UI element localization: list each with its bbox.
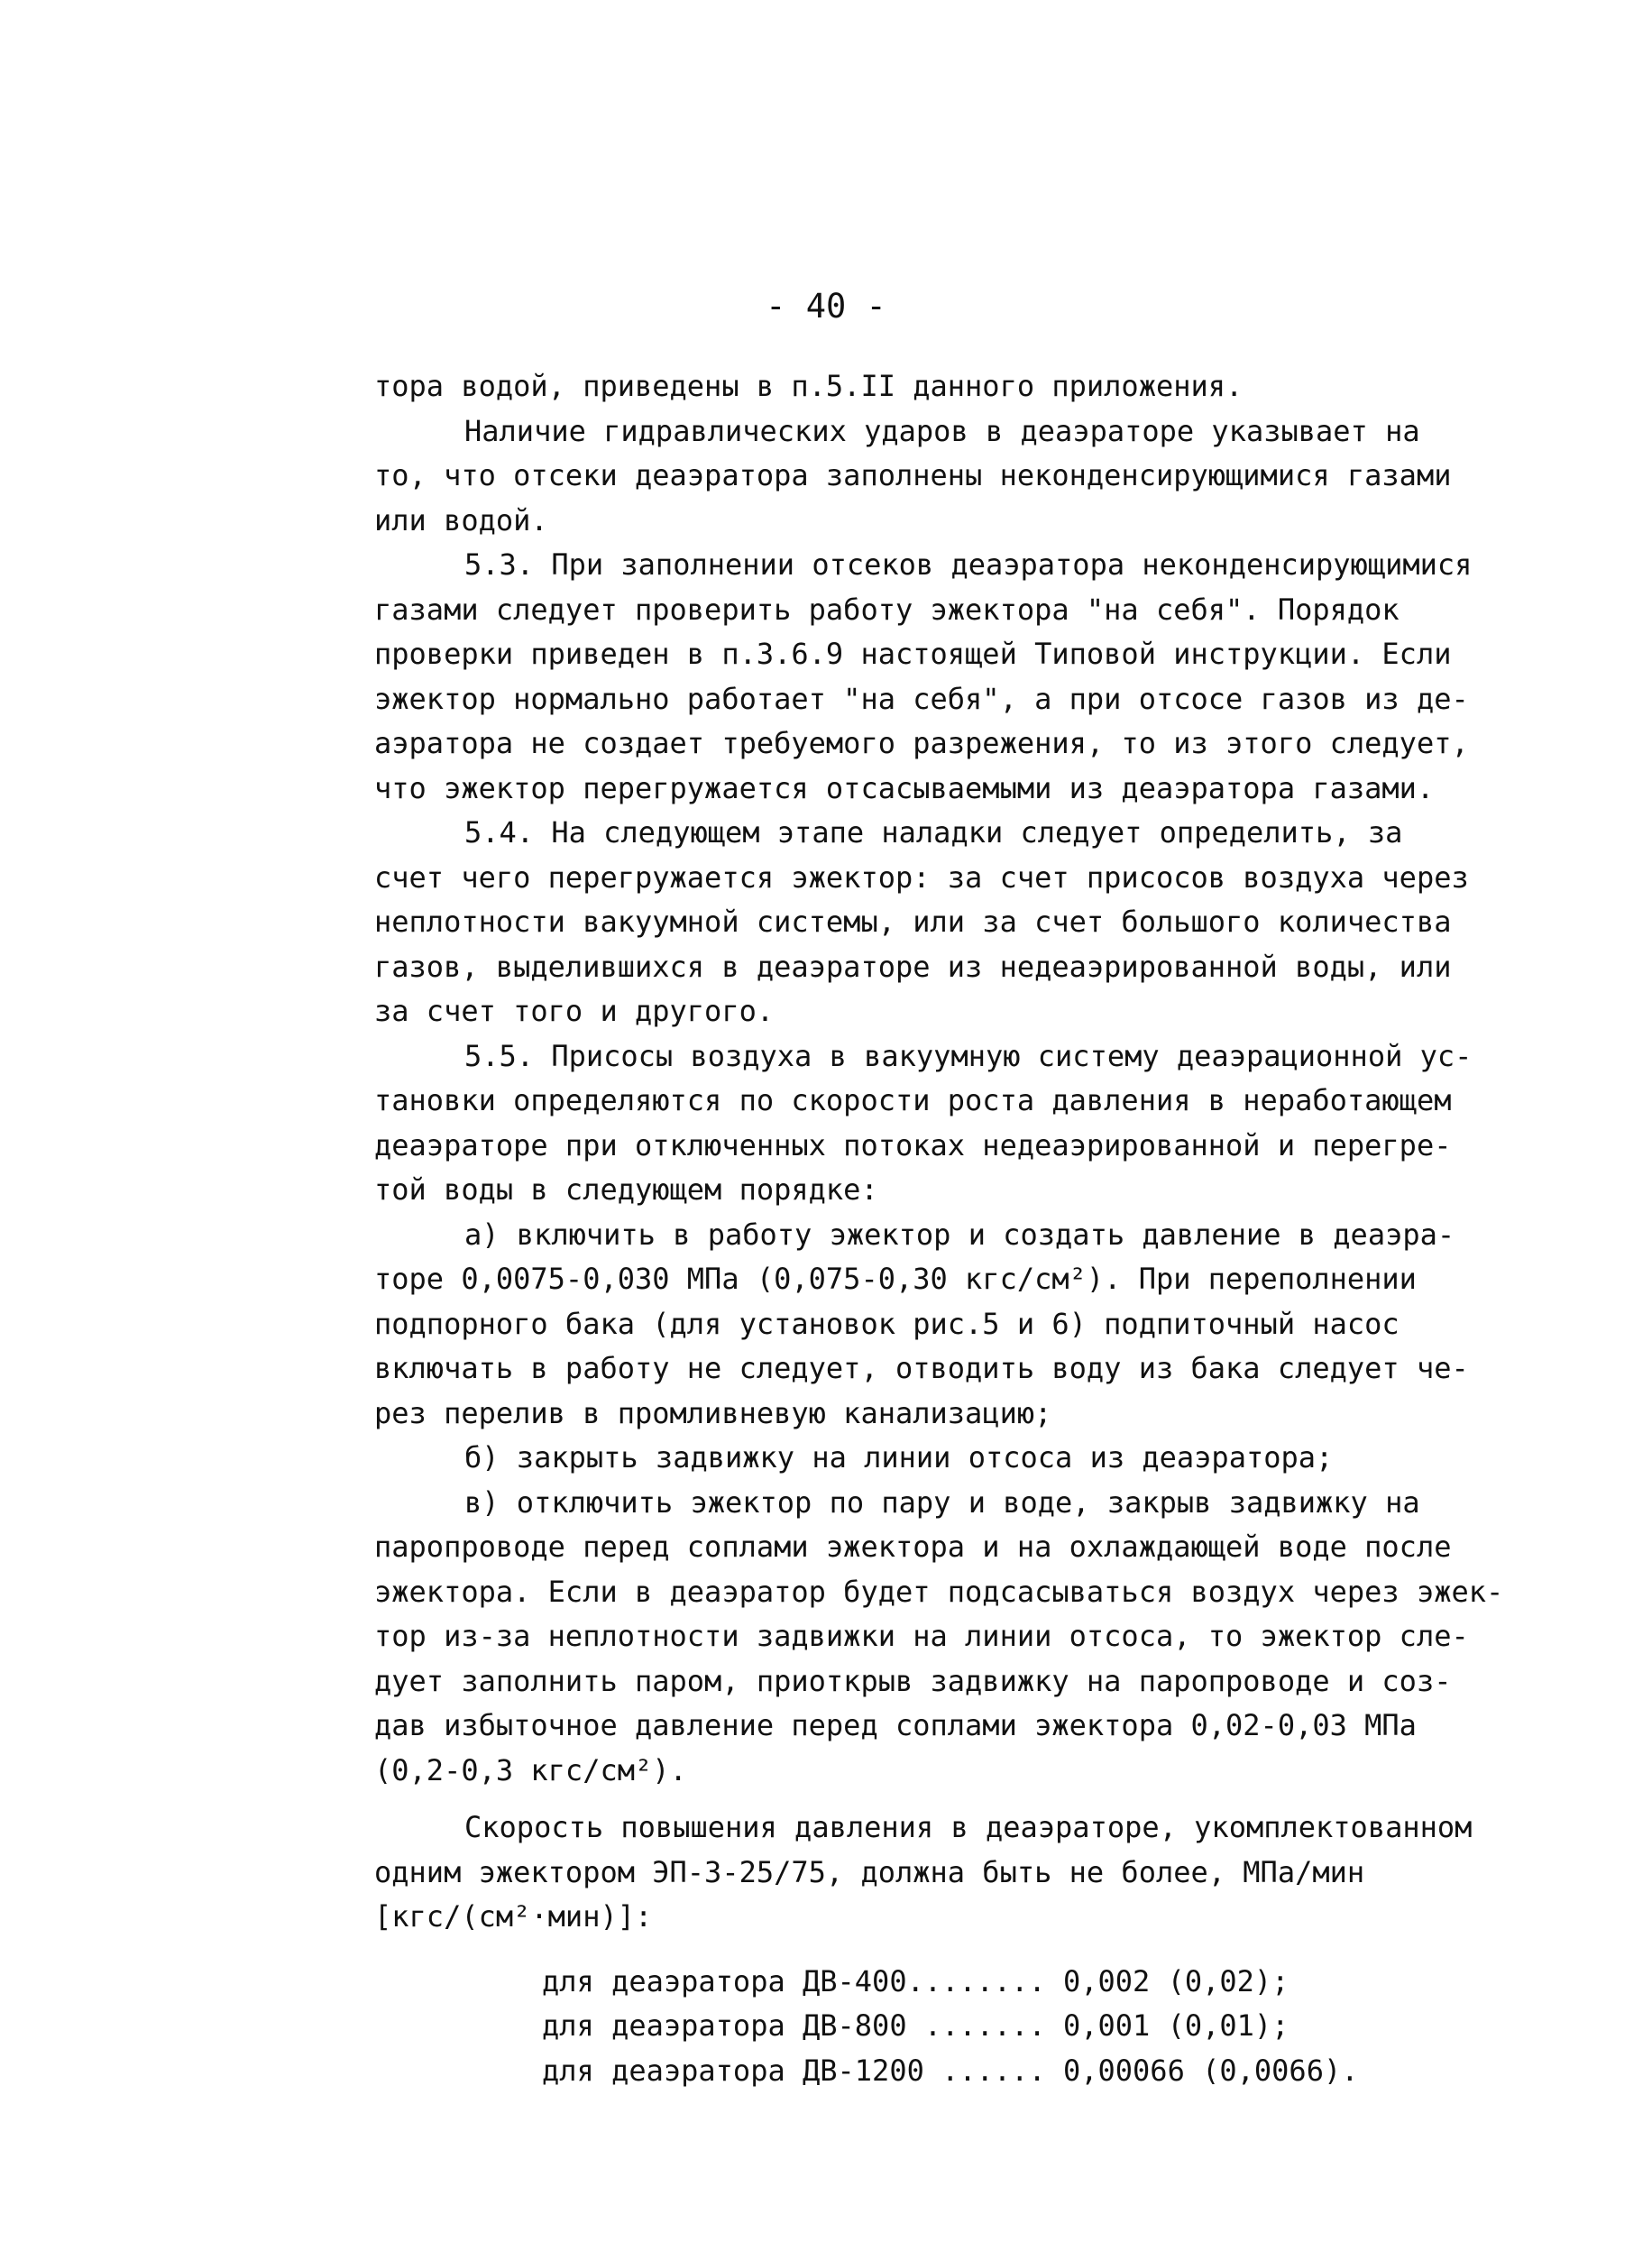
text-line: неплотности вакуумной системы, или за счет большого количества <box>374 905 1452 939</box>
text-line: дав избыточное давление перед соплами эжектора 0,02-0,03 МПа <box>374 1708 1417 1742</box>
text-line: той воды в следующем порядке: <box>374 1172 878 1207</box>
text-line: паропроводе перед соплами эжектора и на охлаждающей воде после <box>374 1530 1452 1564</box>
body-text <box>374 364 1565 2093</box>
text-line: подпорного бака (для установок рис.5 и 6) подпиточный насос <box>374 1306 1400 1341</box>
text-line: то, что отсеки деаэратора заполнены неконденсирующимися газами <box>374 458 1452 492</box>
text-line: эжектор нормально работает "на себя", а при отсосе газов из де- <box>374 681 1469 716</box>
text-line: газами следует проверить работу эжектора "на себя". Порядок <box>374 592 1400 627</box>
text-line: тор из-за неплотности задвижки на линии отсоса, то эжектор сле- <box>374 1619 1469 1653</box>
text-line: Наличие гидравлических ударов в деаэраторе указывает на <box>464 413 1420 448</box>
text-line: 5.3. При заполнении отсеков деаэратора неконденсирующимися <box>464 547 1473 582</box>
text-line: проверки приведен в п.3.6.9 настоящей Типовой инструкции. Если <box>374 637 1452 671</box>
list-item: для деаэратора ДВ-800 ....... 0,001 (0,01); <box>542 2008 1289 2043</box>
text-line: что эжектор перегружается отсасываемыми из деаэратора газами. <box>374 770 1435 805</box>
text-line: Скорость повышения давления в деаэраторе, укомплектованном <box>464 1810 1473 1844</box>
text-line: деаэраторе при отключенных потоках недеаэрированной и перегре- <box>374 1127 1452 1162</box>
text-line: б) закрыть задвижку на линии отсоса из деаэратора; <box>464 1440 1334 1475</box>
list-item: для деаэратора ДВ-1200 ...... 0,00066 (0,0066). <box>542 2053 1359 2088</box>
text-line: (0,2-0,3 кгс/см²). <box>374 1752 687 1787</box>
text-line: 5.5. Присосы воздуха в вакуумную систему деаэрационной ус- <box>464 1038 1473 1073</box>
text-line: дует заполнить паром, приоткрыв задвижку на паропроводе и соз- <box>374 1663 1452 1698</box>
text-line: эжектора. Если в деаэратор будет подсасываться воздух через эжек- <box>374 1574 1504 1609</box>
text-line: рез перелив в промливневую канализацию; <box>374 1395 1052 1430</box>
text-line: торе 0,0075-0,030 МПа (0,075-0,30 кгс/см²). При переполнении <box>374 1262 1417 1296</box>
text-line: аэратора не создает требуемого разрежения, то из этого следует, <box>374 726 1469 760</box>
text-line: [кгс/(см²·мин)]: <box>374 1899 653 1934</box>
text-line: в) отключить эжектор по пару и воде, закрыв задвижку на <box>464 1484 1420 1520</box>
page-number: - 40 - <box>766 287 886 326</box>
text-line: 5.4. На следующем этапе наладки следует определить, за <box>464 815 1403 850</box>
text-line: а) включить в работу эжектор и создать давление в деаэра- <box>464 1217 1455 1252</box>
text-line: тора водой, приведены в п.5.II данного приложения. <box>374 369 1244 403</box>
text-line: или водой. <box>374 502 548 537</box>
list-item: для деаэратора ДВ-400........ 0,002 (0,02); <box>542 1963 1289 1998</box>
text-line: включать в работу не следует, отводить воду из бака следует че- <box>374 1351 1469 1385</box>
text-line: одним эжектором ЭП-3-25/75, должна быть не более, МПа/мин <box>374 1854 1365 1889</box>
text-line: счет чего перегружается эжектор: за счет присосов воздуха через <box>374 859 1469 895</box>
deaerator-rate-list <box>374 1960 1565 2094</box>
text-line: газов, выделившихся в деаэраторе из недеаэрированной воды, или <box>374 949 1452 984</box>
text-line: за счет того и другого. <box>374 994 775 1028</box>
text-line: тановки определяются по скорости роста давления в неработающем <box>374 1083 1452 1117</box>
